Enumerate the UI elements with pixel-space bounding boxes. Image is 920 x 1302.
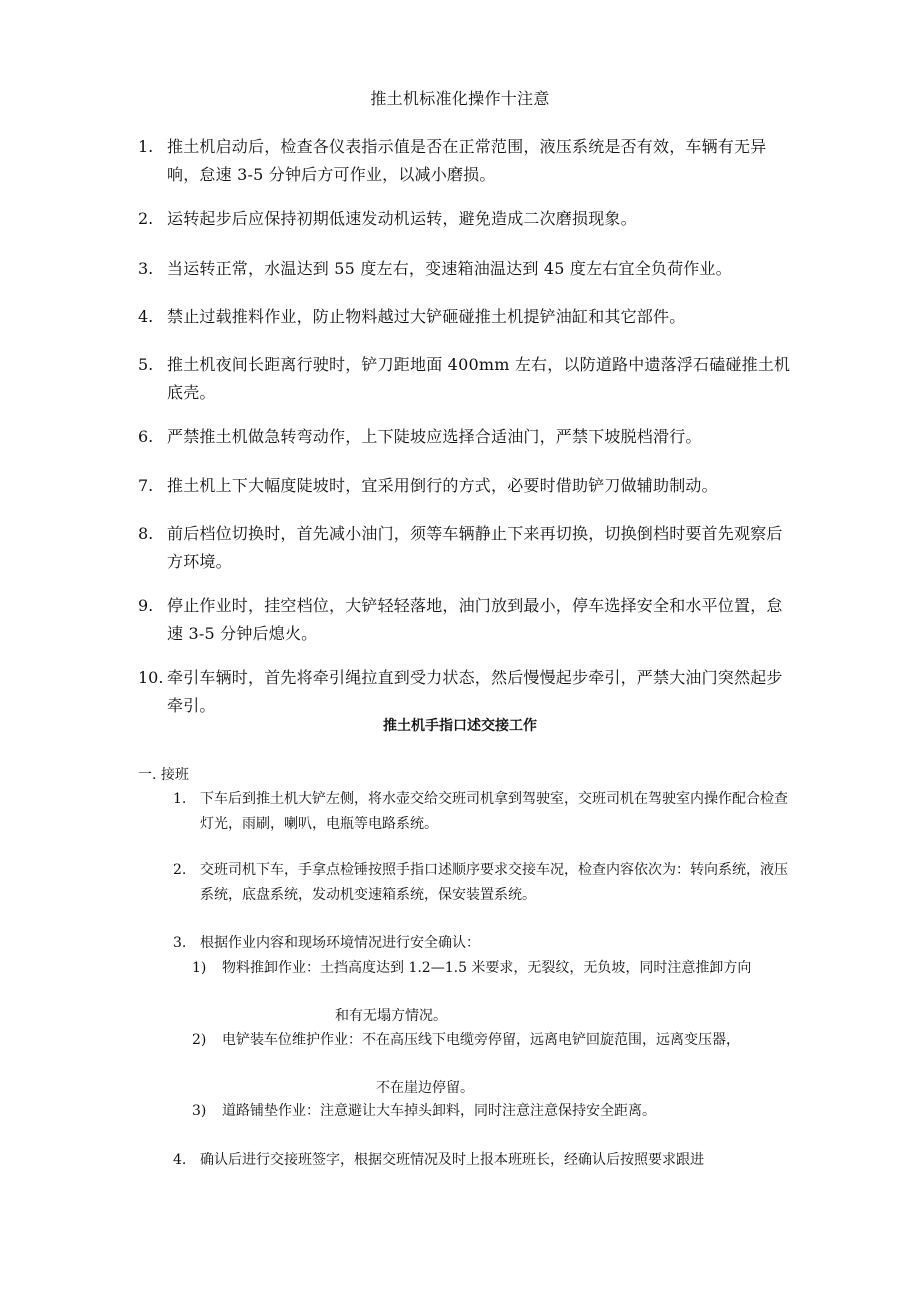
item-text: 禁止过载推料作业，防止物料越过大铲砸碰推土机提铲油缸和其它部件。: [167, 307, 686, 326]
list-item: [138, 303, 798, 331]
item-number: 4.: [138, 307, 154, 326]
list-item: [173, 1148, 803, 1173]
sub-item-text: 物料推卸作业：土挡高度达到 1.2—1.5 米要求，无裂纹，无负坡，同时注意推卸方向: [222, 960, 752, 976]
item-text: 前后档位切换时，首先减小油门，须等车辆静止下来再切换，切换倒档时要首先观察后方环境。: [167, 524, 783, 571]
item-text: 推土机夜间长距离行驶时，铲刀距地面 400mm 左右，以防道路中遗落浮石磕碰推土机底壳。: [167, 355, 791, 402]
section-title: 推土机手指口述交接工作: [383, 718, 537, 734]
item-number: 3.: [173, 935, 187, 951]
sub-item-number: 3): [192, 1103, 207, 1119]
sub-list-item: [192, 1099, 792, 1124]
item-number: 4.: [173, 1152, 187, 1168]
item-text: 确认后进行交接班签字，根据交班情况及时上报本班班长，经确认后按照要求跟进: [200, 1152, 704, 1168]
item-number: 5.: [138, 355, 154, 374]
list-item: [138, 351, 798, 407]
list-item: [173, 931, 793, 956]
item-number: 3.: [138, 259, 154, 278]
sub-list-item: [192, 956, 792, 981]
list-item: [138, 520, 798, 576]
item-number: 9.: [138, 596, 154, 615]
item-text: 交班司机下车，手拿点检锤按照手指口述顺序要求交接车况，检查内容依次为：转向系统，液压系统，底盘系统，发动机变速箱系统，保安装置系统。: [200, 862, 788, 903]
item-number: 8.: [138, 524, 154, 543]
item-number: 6.: [138, 427, 154, 446]
item-number: 7.: [138, 476, 154, 495]
item-text: 运转起步后应保持初期低速发动机运转，避免造成二次磨损现象。: [167, 209, 637, 228]
item-text: 当运转正常，水温达到 55 度左右，变速箱油温达到 45 度左右宜全负荷作业。: [167, 259, 732, 278]
sub-item-continuation: 和有无塌方情况。: [335, 1008, 447, 1024]
item-number: 2.: [173, 862, 187, 878]
list-item: [138, 472, 798, 500]
item-number: 10.: [138, 668, 164, 687]
item-number: 1.: [173, 791, 187, 807]
sub-item-number: 2): [192, 1032, 207, 1048]
item-text: 停止作业时，挂空档位，大铲轻轻落地，油门放到最小，停车选择安全和水平位置，怠速 3-5 分钟后熄火。: [167, 596, 783, 643]
sub-item-number: 1): [192, 960, 207, 976]
item-number: 2.: [138, 209, 154, 228]
list-item: [173, 858, 793, 908]
list-item: [138, 592, 798, 648]
item-text: 严禁推土机做急转弯动作，上下陡坡应选择合适油门，严禁下坡脱档滑行。: [167, 427, 702, 446]
item-text: 下车后到推土机大铲左侧，将水壶交给交班司机拿到驾驶室，交班司机在驾驶室内操作配合检查灯光，雨刷，喇叭，电瓶等电路系统。: [200, 791, 788, 832]
item-text: 推土机启动后，检查各仪表指示值是否在正常范围，液压系统是否有效，车辆有无异响，怠速 3-5 分钟后方可作业，以减小磨损。: [167, 137, 767, 184]
list-item: [138, 664, 798, 720]
sub-item-text: 道路铺垫作业：注意避让大车掉头卸料，同时注意注意保持安全距离。: [222, 1103, 656, 1119]
list-item: [173, 787, 793, 837]
list-item: [138, 205, 798, 233]
item-text: 根据作业内容和现场环境情况进行安全确认：: [200, 935, 480, 951]
item-text: 推土机上下大幅度陡坡时，宜采用倒行的方式，必要时借助铲刀做辅助制动。: [167, 476, 718, 495]
item-text: 牵引车辆时，首先将牵引绳拉直到受力状态，然后慢慢起步牵引，严禁大油门突然起步牵引。: [167, 668, 783, 715]
section-heading: 一. 接班: [138, 767, 189, 783]
list-item: [138, 423, 798, 451]
sub-item-continuation: 不在崖边停留。: [376, 1080, 474, 1096]
sub-list-item: [192, 1028, 792, 1053]
item-number: 1.: [138, 137, 154, 156]
list-item: [138, 133, 798, 189]
sub-item-text: 电铲装车位维护作业：不在高压线下电缆旁停留，远离电铲回旋范围，远离变压器，: [222, 1032, 740, 1048]
list-item: [138, 255, 798, 283]
document-title: 推土机标准化操作十注意: [370, 89, 550, 108]
